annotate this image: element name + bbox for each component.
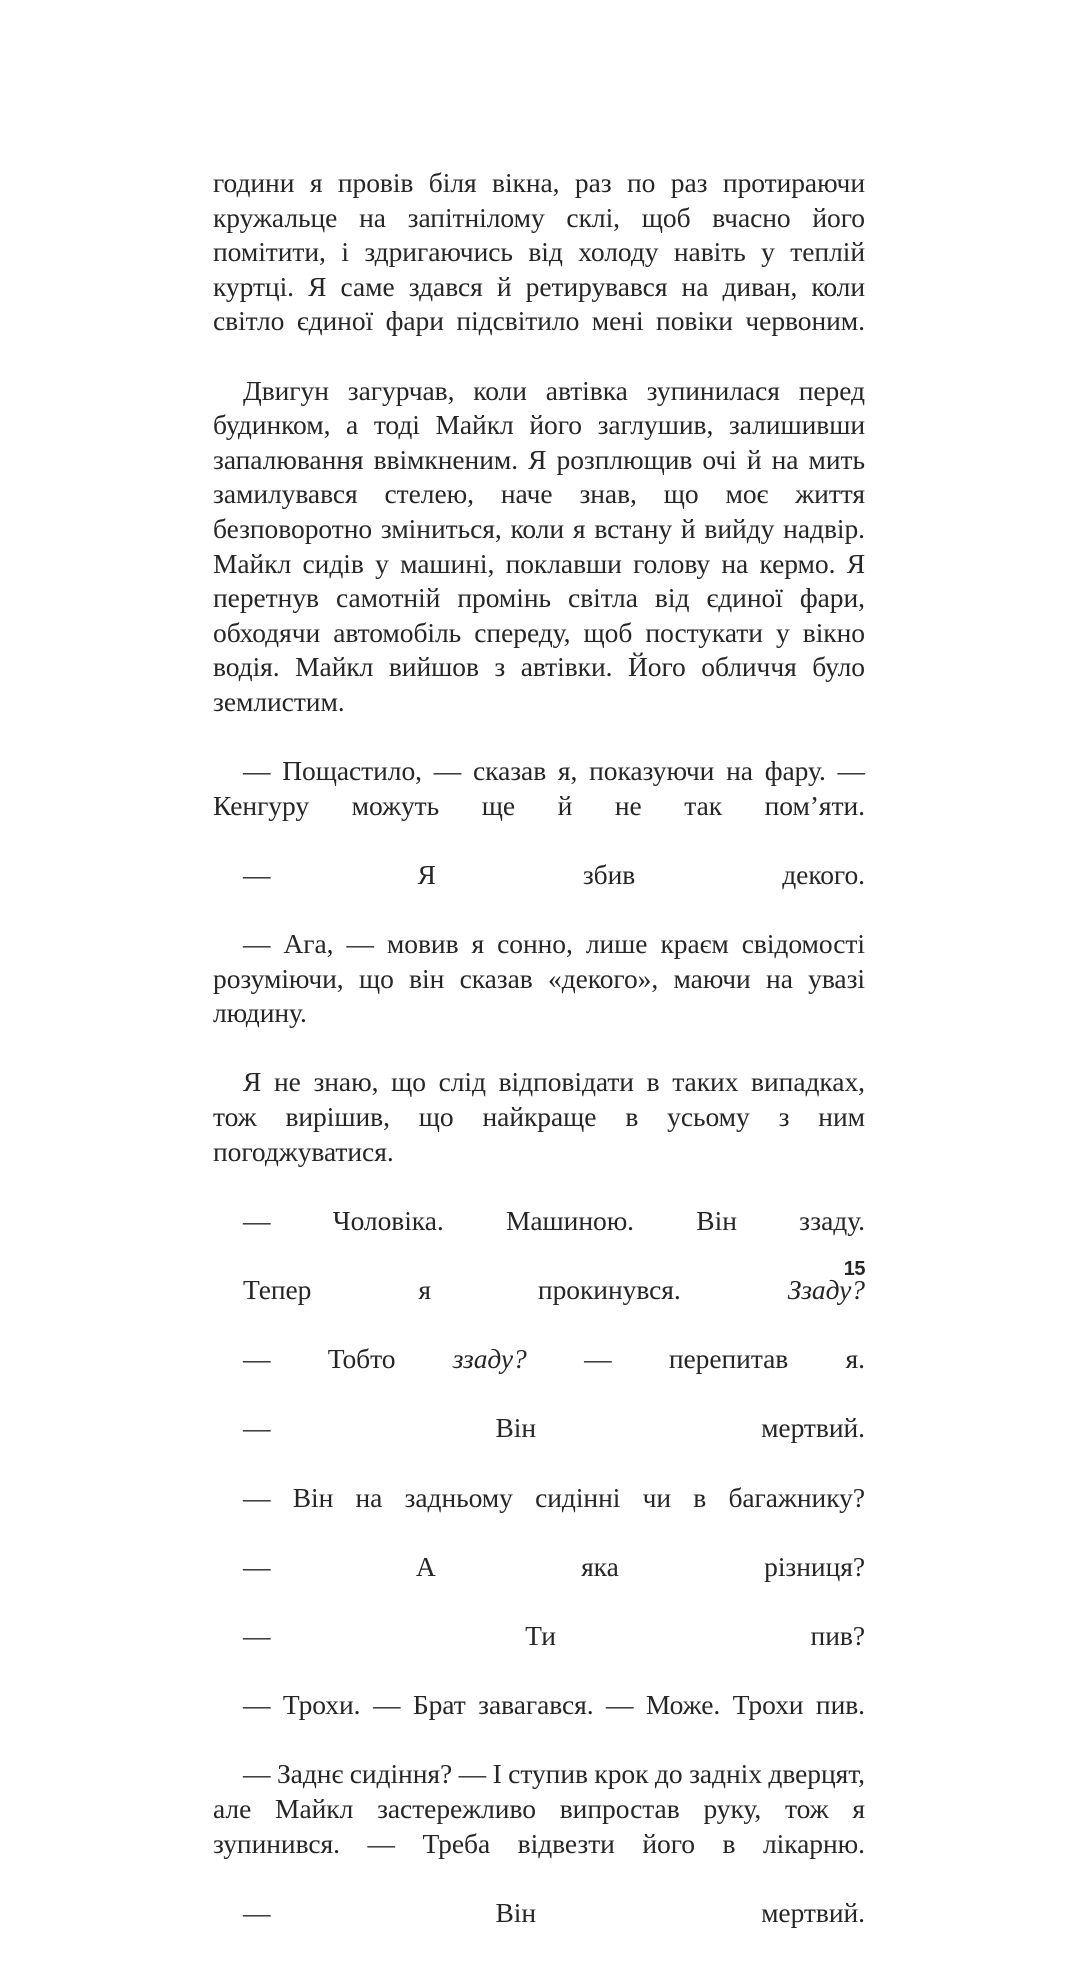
text-after-italic: — перепитав я. (526, 1343, 865, 1375)
dialogue-line-hes-dead-first: — Він мертвий. (243, 1412, 865, 1444)
paragraph-continued: години я провів біля вікна, раз по раз протираючи кружальце на запітнілому склі, щоб вчасно його помітити, і здригаючись від холоду навіть у теплій куртці. Я саме здався й ретирувався на диван, коли світло єдиної фари підсвітило мені повіки червоним. (213, 167, 865, 337)
dialogue-line-aha: — Ага, — мовив я сонно, лише краєм свідомості розуміючи, що він сказав «декого», маючи на увазі людину. (213, 928, 865, 1029)
italic-emphasis-behind-question: ззаду? (452, 1343, 527, 1375)
page-text-body (213, 166, 865, 1965)
dialogue-line-man-car: — Чоловіка. Машиною. Він ззаду. (243, 1204, 865, 1236)
dialogue-line-you-mean-behind (213, 1342, 865, 1411)
dialogue-line-back-seat-or-trunk: — Він на задньому сидінні чи в багажнику? (243, 1481, 865, 1513)
dialogue-line-were-you-drinking: — Ти пив? (243, 1619, 865, 1651)
dialogue-line-a-little: — Трохи. — Брат завагався. — Може. Трохи пив. (243, 1689, 865, 1721)
paragraph-dont-know: Я не знаю, що слід відповідати в таких випадках, тож вирішив, що найкраще в усьому з ним погоджуватися. (213, 1066, 865, 1167)
page-number: 15 (843, 1258, 865, 1280)
text-before-italic: — Тобто (243, 1343, 453, 1375)
paragraph-now-awake (213, 1273, 865, 1342)
dialogue-line-what-difference: — А яка різниця? (243, 1550, 865, 1582)
paragraph-engine-start: Двигун загурчав, коли автівка зупинилася перед будинком, а тоді Майкл його заглушив, залишивши запалювання ввімкненим. Я розплющив очі й на мить замилувався стелею, наче знав, що моє життя безповоротно зміниться, коли я встану й вийду надвір. Майкл сидів у машині, поклавши голову на кермо. Я перетнув самотній промінь світла від єдиної фари, обходячи автомобіль спереду, щоб постукати у вікно водія. Майкл вийшов з автівки. Його обличчя було землистим. (213, 374, 865, 717)
dialogue-line-back-seat-hospital: — Заднє сидіння? — І ступив крок до задніх дверцят, але Майкл застережливо випростав руку, тож я зупинився. — Треба відвезти його в лікарню. (213, 1758, 865, 1859)
text-before-italic: Тепер я прокинувся. (243, 1274, 788, 1305)
italic-emphasis-behind: Ззаду? (787, 1274, 865, 1305)
dialogue-line-hes-dead-second: — Він мертвий. (243, 1896, 865, 1928)
dialogue-line-lucky: — Пощастило, — сказав я, показуючи на фару. — Кенгуру можуть ще й не так пом’яти. (213, 755, 865, 821)
dialogue-line-hit-someone: — Я збив декого. (243, 858, 865, 890)
